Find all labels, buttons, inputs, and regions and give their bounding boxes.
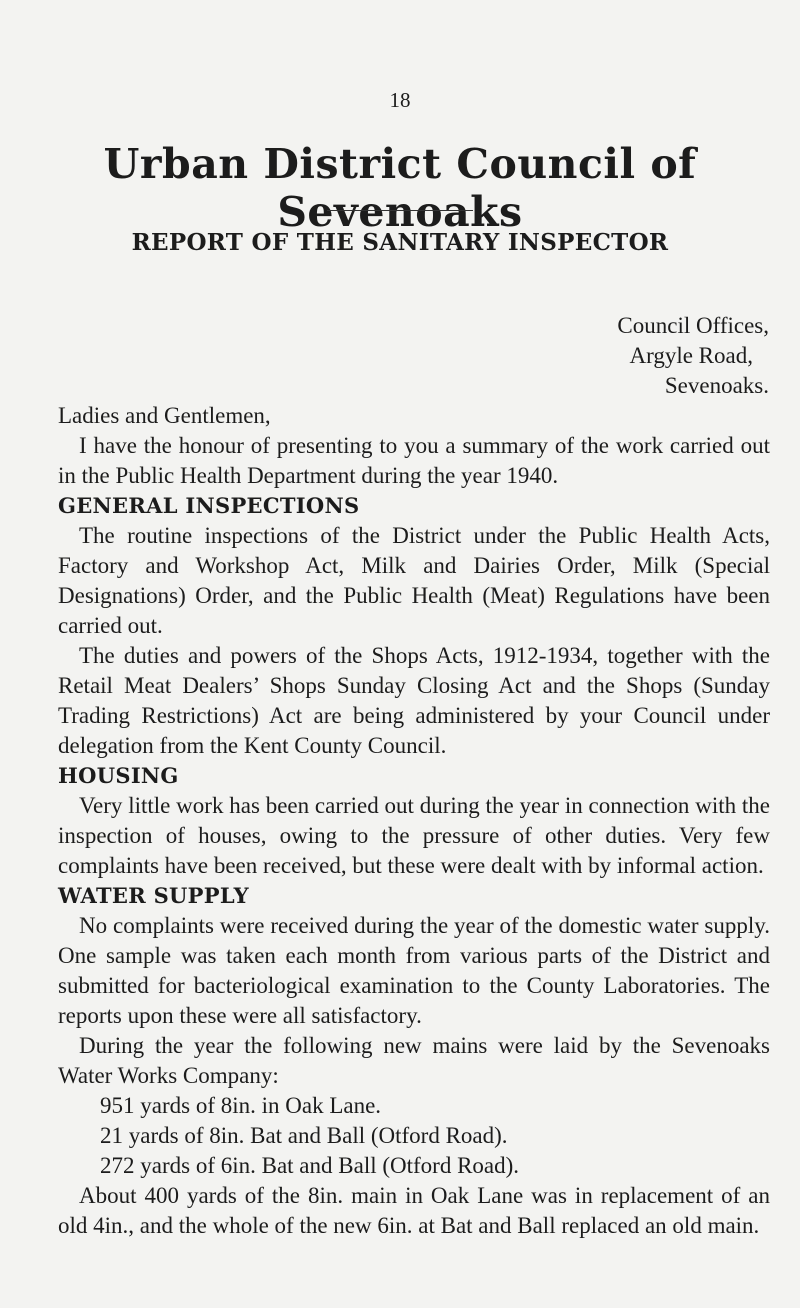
water-paragraph-1: No complaints were received during the year of the domestic water supply. One sample was taken each month from various parts of the District and submitted for bacteriological examination to the County Laboratories. The reports upon these were all satisfactory. [58,913,770,1028]
address-line-2: Argyle Road, [629,343,753,368]
general-paragraph-2: The duties and powers of the Shops Acts, 1912-1934, together with the Retail Meat Dealers’ Shops Sunday Closing Act and the Shops (Sunday Trading Restrictions) Act are being administered by your Council under delegation from the Kent County Council. [58,643,770,758]
list-item: 21 yards of 8in. Bat and Ball (Otford Road). [100,1123,508,1148]
title-divider [327,210,473,211]
council-masthead: Urban District Council of Sevenoaks [103,140,697,236]
address-line-3: Sevenoaks. [664,373,769,398]
address-line-1: Council Offices, [617,313,769,338]
report-body [58,401,770,1241]
list-item: 272 yards of 6in. Bat and Ball (Otford Road). [100,1153,520,1178]
section-heading-housing: HOUSING [58,763,179,788]
section-heading-water-supply: WATER SUPPLY [58,883,249,908]
general-paragraph-1: The routine inspections of the District under the Public Health Acts, Factory and Workshop Act, Milk and Dairies Order, Milk (Special Designations) Order, and the Public Health (Meat) Regulations have been carried out. [58,523,770,638]
section-heading-general: GENERAL INSPECTIONS [58,493,360,518]
salutation: Ladies and Gentlemen, [58,403,271,428]
page-number: 18 [389,88,411,112]
intro-paragraph: I have the honour of presenting to you a summary of the work carried out in the Public Health Department during the year 1940. [58,433,770,488]
water-paragraph-3: About 400 yards of the 8in. main in Oak Lane was in replacement of an old 4in., and the whole of the new 6in. at Bat and Ball replaced an old main. [58,1183,770,1238]
new-mains-list [58,1091,770,1181]
housing-paragraph-1: Very little work has been carried out during the year in connection with the inspection of houses, owing to the pressure of other duties. Very few complaints have been received, but these were dealt with by informal action. [58,793,770,878]
list-item: 951 yards of 8in. in Oak Lane. [100,1093,382,1118]
water-paragraph-2: During the year the following new mains were laid by the Sevenoaks Water Works Company: [58,1033,770,1088]
report-title: REPORT OF THE SANITARY INSPECTOR [131,229,669,256]
